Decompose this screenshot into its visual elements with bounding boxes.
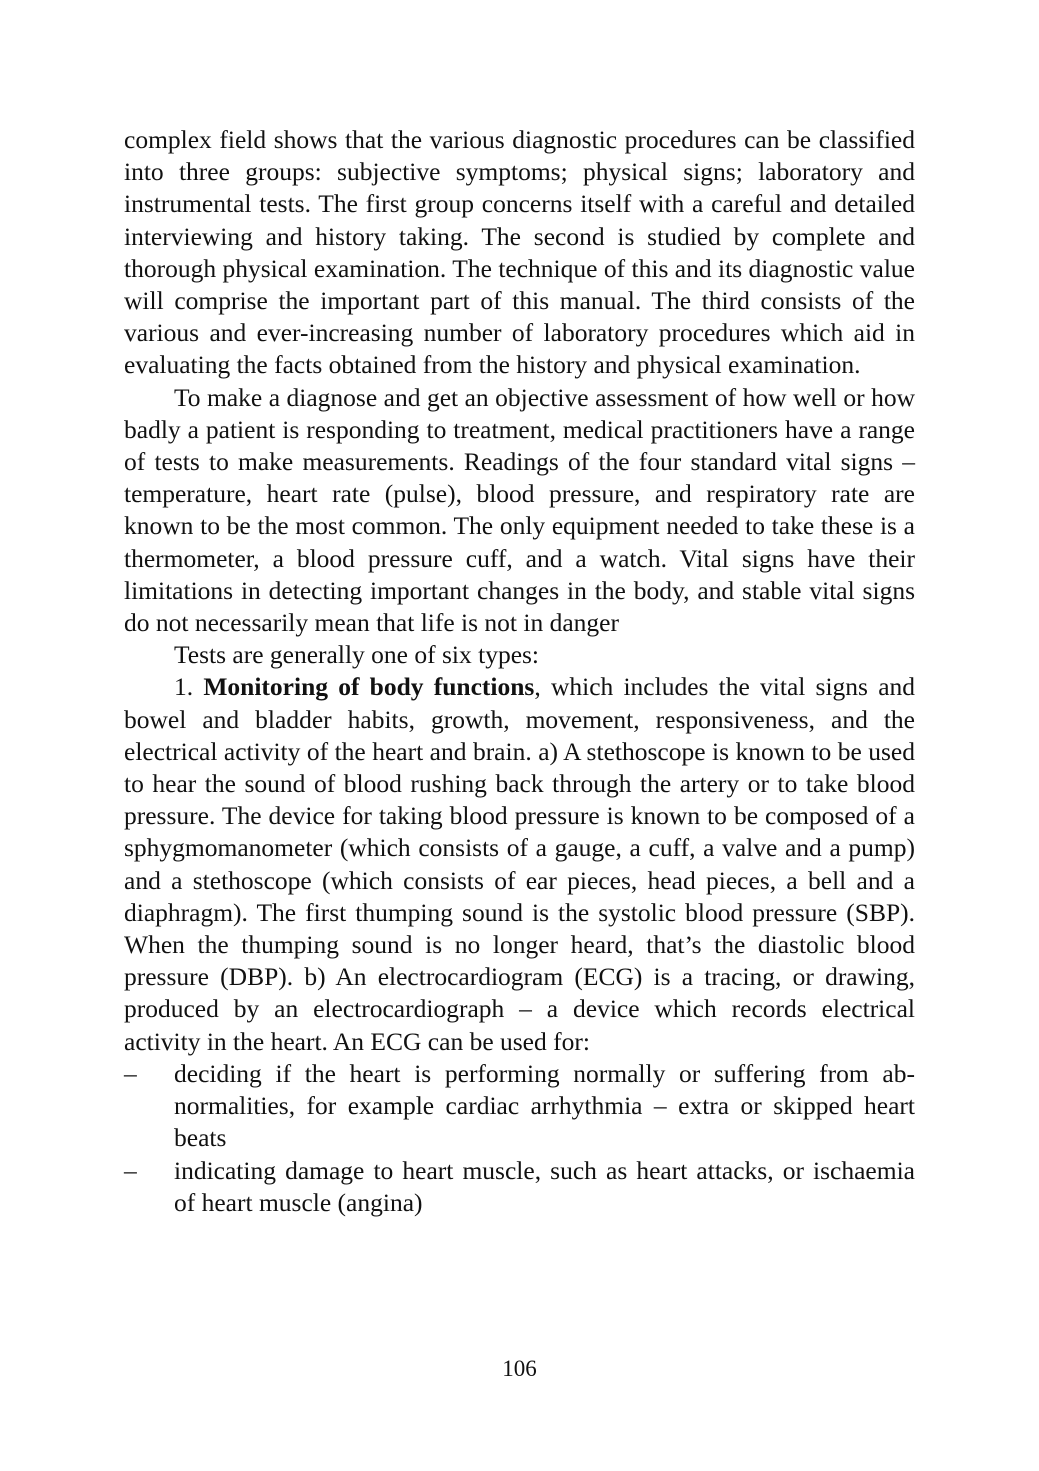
paragraph-test-types-intro: Tests are generally one of six types:: [174, 640, 540, 670]
paragraph-vital-signs: To make a diagnose and get an objective assessment of how well or how badly a patient is responding to treatment, medical practitioners have a range of tests to make measurements. Readings of the four standard vital signs – temperature, heart rate (pulse), blood pressure, and respiratory rate are known to be the most common. The only equipment needed to take these is a thermometer, a blood pressure cuff, and a watch. Vital signs have their limitations in detecting important changes in the body, and stable vital signs do not necessarily mean that life is not in danger: [124, 382, 915, 638]
dash-marker: –: [124, 1155, 137, 1185]
page-number: 106: [502, 1356, 537, 1381]
bullet-text: indicating damage to heart muscle, such as heart attacks, or ischaemia of heart muscle (angina): [174, 1155, 915, 1217]
list-item-heading: Monitoring of body functions: [203, 672, 535, 702]
list-item-monitoring: [124, 671, 915, 1057]
ecg-uses-list: [124, 1058, 915, 1219]
bullet-text: deciding if the heart is performing normally or suffering from abnormalities, for example cardiac arrhythmia – extra or skipped heart beats: [174, 1058, 915, 1153]
list-item-number: 1.: [174, 672, 194, 702]
list-item: [124, 1155, 915, 1219]
paragraph-classification: complex field shows that the various diagnostic procedures can be classified into three groups: subjective symptoms; physical signs; laboratory and instrumental tests. The first group concerns itself with a careful and detailed interviewing and history taking. The second is studied by complete and thorough physical examination. The technique of this and its diagnostic value will comprise the important part of this manual. The third consists of the various and ever-increasing number of laboratory procedures which aid in evaluating the facts obtained from the history and physical examination.: [124, 125, 915, 380]
body-text: [124, 124, 915, 1219]
dash-marker: –: [124, 1058, 137, 1088]
list-item: [124, 1058, 915, 1155]
list-item-body: , which includes the vital signs and bowel and bladder habits, growth, movement, responsiveness, and the electrical activity of the heart and brain. a) A stethoscope is known to be used to hear the sound of blood rushing back through the artery or to take blood pressure. The device for taking blood pressure is known to be composed of a sphygmomanometer (which consists of a gauge, a cuff, a valve and a pump) and a stethoscope (which consists of ear pieces, head pieces, a bell and a diaphragm). The first thumping sound is the systolic blood pressure (SBP). When the thumping sound is no longer heard, that’s the diastolic blood pressure (DBP). b) An electrocardiogram (ECG) is a tracing, or drawing, produced by an electrocardiograph – a device which records electrical activity in the heart. An ECG can be used for:: [124, 672, 916, 1056]
